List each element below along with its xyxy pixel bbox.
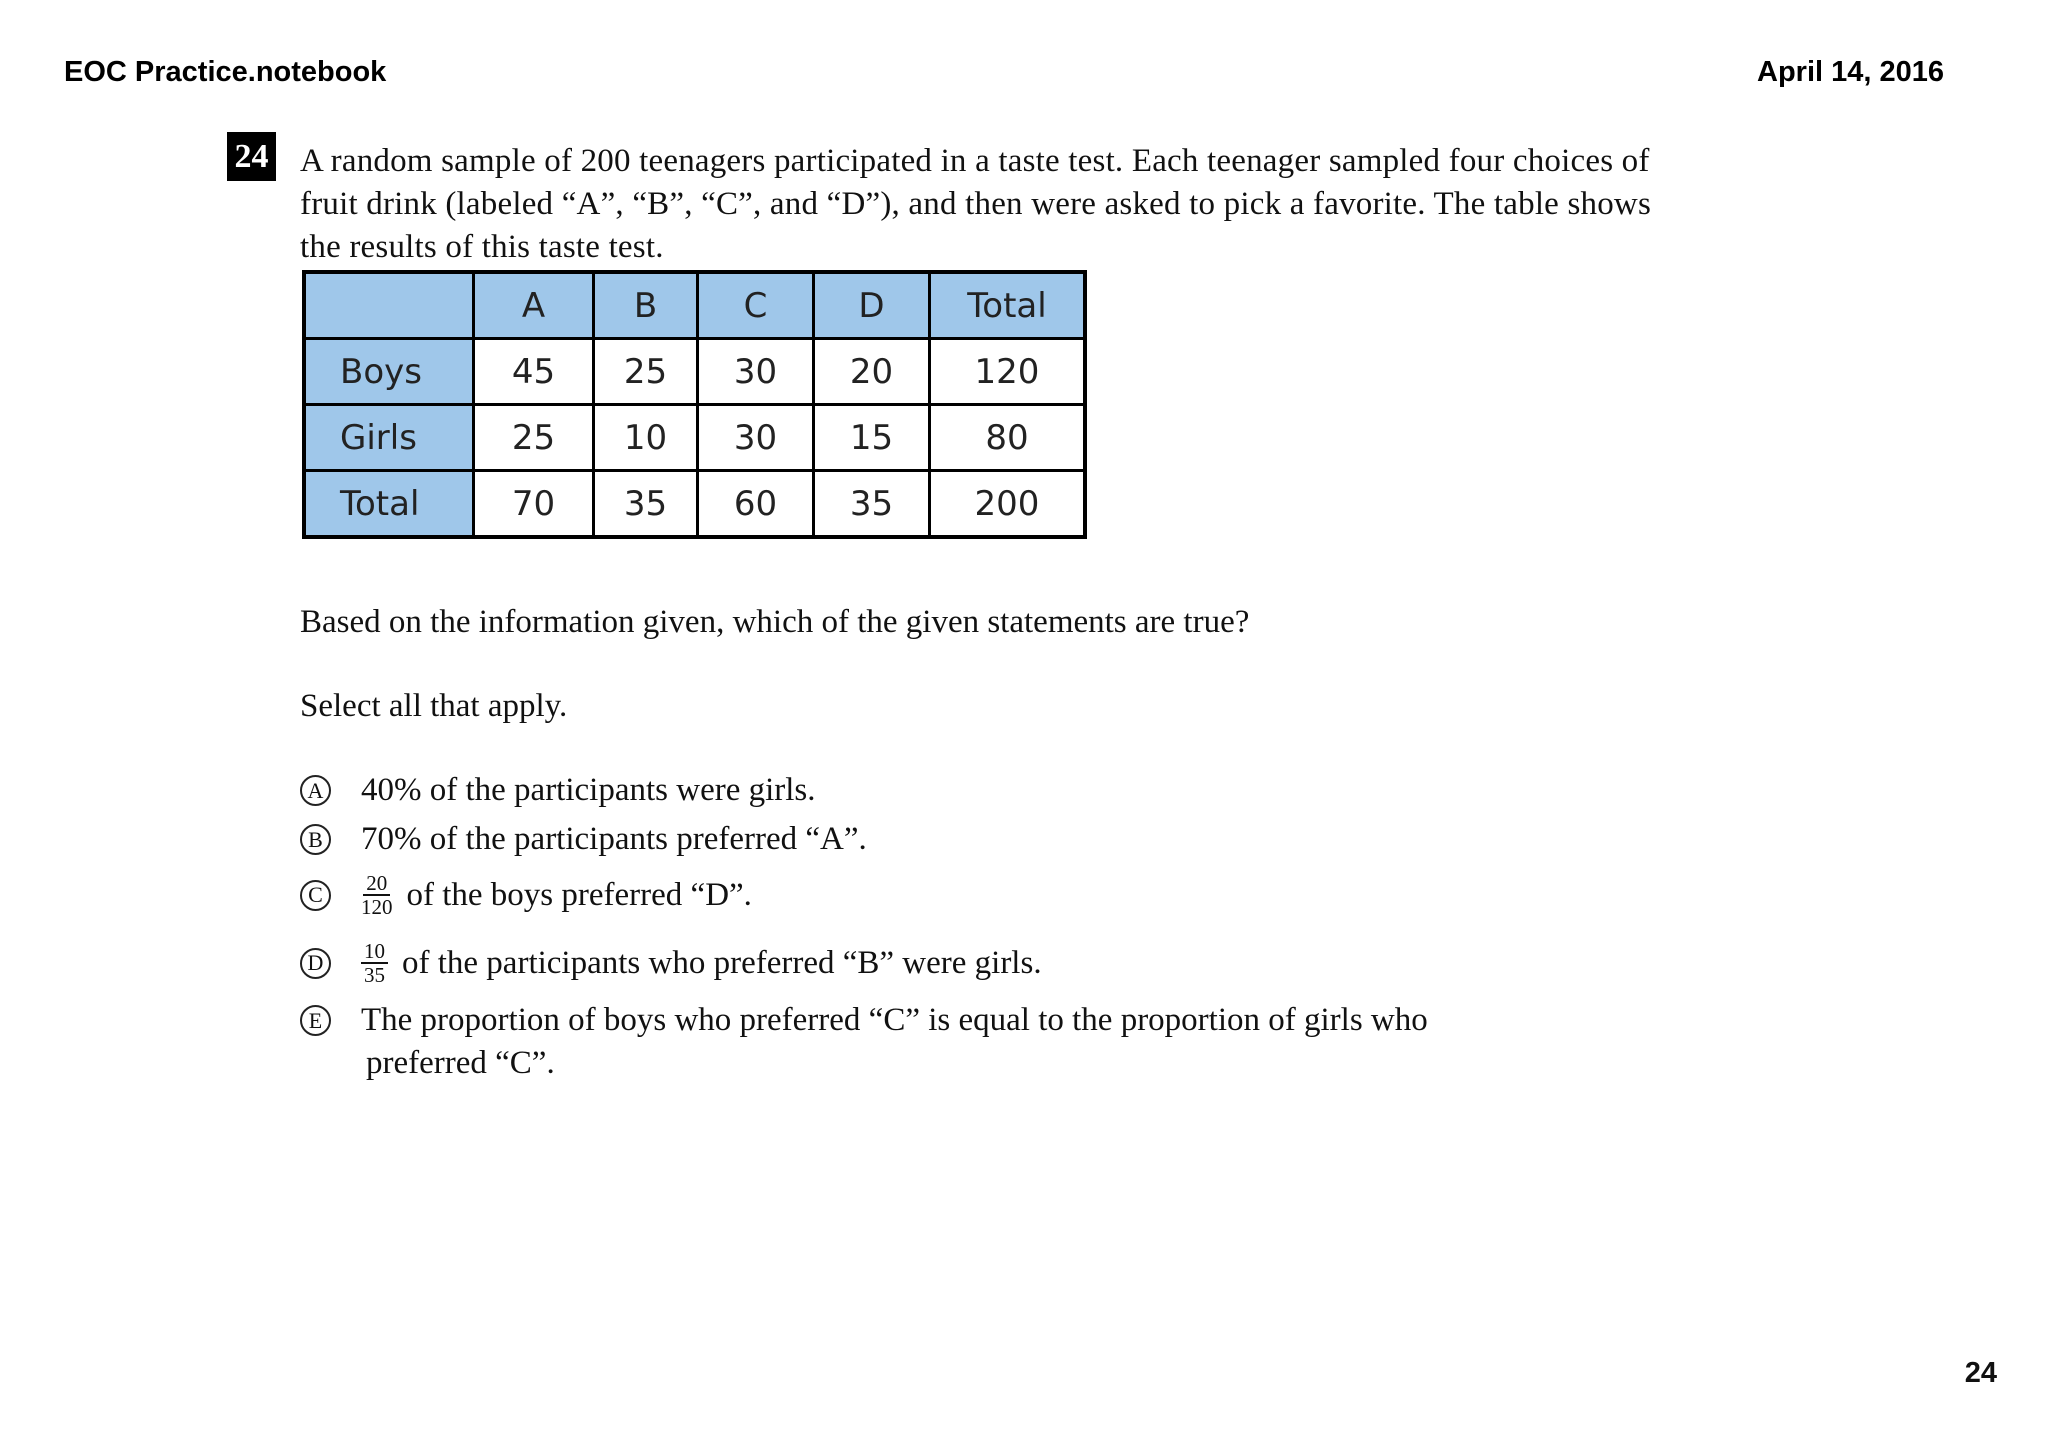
table-cell: 15 bbox=[814, 405, 930, 471]
table-cell: 30 bbox=[698, 339, 814, 405]
table-row bbox=[304, 339, 1085, 405]
table-cell: 25 bbox=[474, 405, 594, 471]
fraction-numerator: 10 bbox=[361, 940, 388, 964]
header-cell: B bbox=[594, 272, 698, 339]
question-prompt: Based on the information given, which of the given statements are true? bbox=[300, 604, 1250, 640]
results-table-container bbox=[302, 270, 1087, 539]
choice-a-circle-icon[interactable]: A bbox=[300, 775, 331, 806]
row-label: Total bbox=[304, 471, 474, 538]
row-label: Girls bbox=[304, 405, 474, 471]
fraction-denominator: 35 bbox=[364, 963, 385, 987]
table-cell: 30 bbox=[698, 405, 814, 471]
choice-b-circle-icon[interactable]: B bbox=[300, 824, 331, 855]
stem-line: A random sample of 200 teenagers participated in a taste test. Each teenager sampled four choices of bbox=[300, 143, 1650, 179]
choice-a-text: 40% of the participants were girls. bbox=[361, 772, 816, 808]
header-cell: C bbox=[698, 272, 814, 339]
table-cell: 35 bbox=[814, 471, 930, 538]
fraction-numerator: 20 bbox=[363, 872, 390, 896]
table-cell: 60 bbox=[698, 471, 814, 538]
choice-a[interactable] bbox=[300, 772, 816, 809]
choice-d-circle-icon[interactable]: D bbox=[300, 948, 331, 979]
fraction-denominator: 120 bbox=[361, 895, 393, 919]
page-date: April 14, 2016 bbox=[1757, 56, 1944, 88]
table-cell: 35 bbox=[594, 471, 698, 538]
table-cell: 45 bbox=[474, 339, 594, 405]
table-cell: 80 bbox=[930, 405, 1086, 471]
table-header-row bbox=[304, 272, 1085, 339]
question-instruction: Select all that apply. bbox=[300, 688, 568, 724]
page-number: 24 bbox=[1964, 1357, 1997, 1389]
table-row bbox=[304, 405, 1085, 471]
header-cell: D bbox=[814, 272, 930, 339]
table-cell: 120 bbox=[930, 339, 1086, 405]
choice-e-text: The proportion of boys who preferred “C” is equal to the proportion of girls who bbox=[361, 1002, 1428, 1038]
table-cell: 10 bbox=[594, 405, 698, 471]
choice-b-text: 70% of the participants preferred “A”. bbox=[361, 821, 867, 857]
choice-d[interactable] bbox=[300, 940, 1042, 986]
table-cell: 70 bbox=[474, 471, 594, 538]
header-cell-corner bbox=[304, 272, 474, 339]
table-cell: 25 bbox=[594, 339, 698, 405]
header-cell: A bbox=[474, 272, 594, 339]
stem-line: the results of this taste test. bbox=[300, 229, 664, 265]
choice-d-text: of the participants who preferred “B” were girls. bbox=[402, 944, 1042, 981]
header-cell: Total bbox=[930, 272, 1086, 339]
choice-d-fraction bbox=[361, 940, 388, 986]
table-row bbox=[304, 471, 1085, 538]
results-table bbox=[302, 270, 1087, 539]
choice-c-text: of the boys preferred “D”. bbox=[406, 876, 752, 913]
table-cell: 20 bbox=[814, 339, 930, 405]
stem-line: fruit drink (labeled “A”, “B”, “C”, and “D”), and then were asked to pick a favorite. The table shows bbox=[300, 186, 1651, 222]
question-number-badge: 24 bbox=[227, 132, 276, 181]
choice-c-fraction bbox=[361, 872, 393, 918]
question-stem bbox=[300, 140, 1820, 269]
notebook-title: EOC Practice.notebook bbox=[64, 56, 387, 88]
choice-c-circle-icon[interactable]: C bbox=[300, 880, 331, 911]
choice-e-circle-icon[interactable]: E bbox=[300, 1005, 331, 1036]
choice-c[interactable] bbox=[300, 872, 752, 918]
choice-e[interactable] bbox=[300, 1002, 1428, 1039]
table-cell: 200 bbox=[930, 471, 1086, 538]
choice-b[interactable] bbox=[300, 821, 867, 858]
row-label: Boys bbox=[304, 339, 474, 405]
choice-e-text-continued: preferred “C”. bbox=[366, 1045, 555, 1081]
